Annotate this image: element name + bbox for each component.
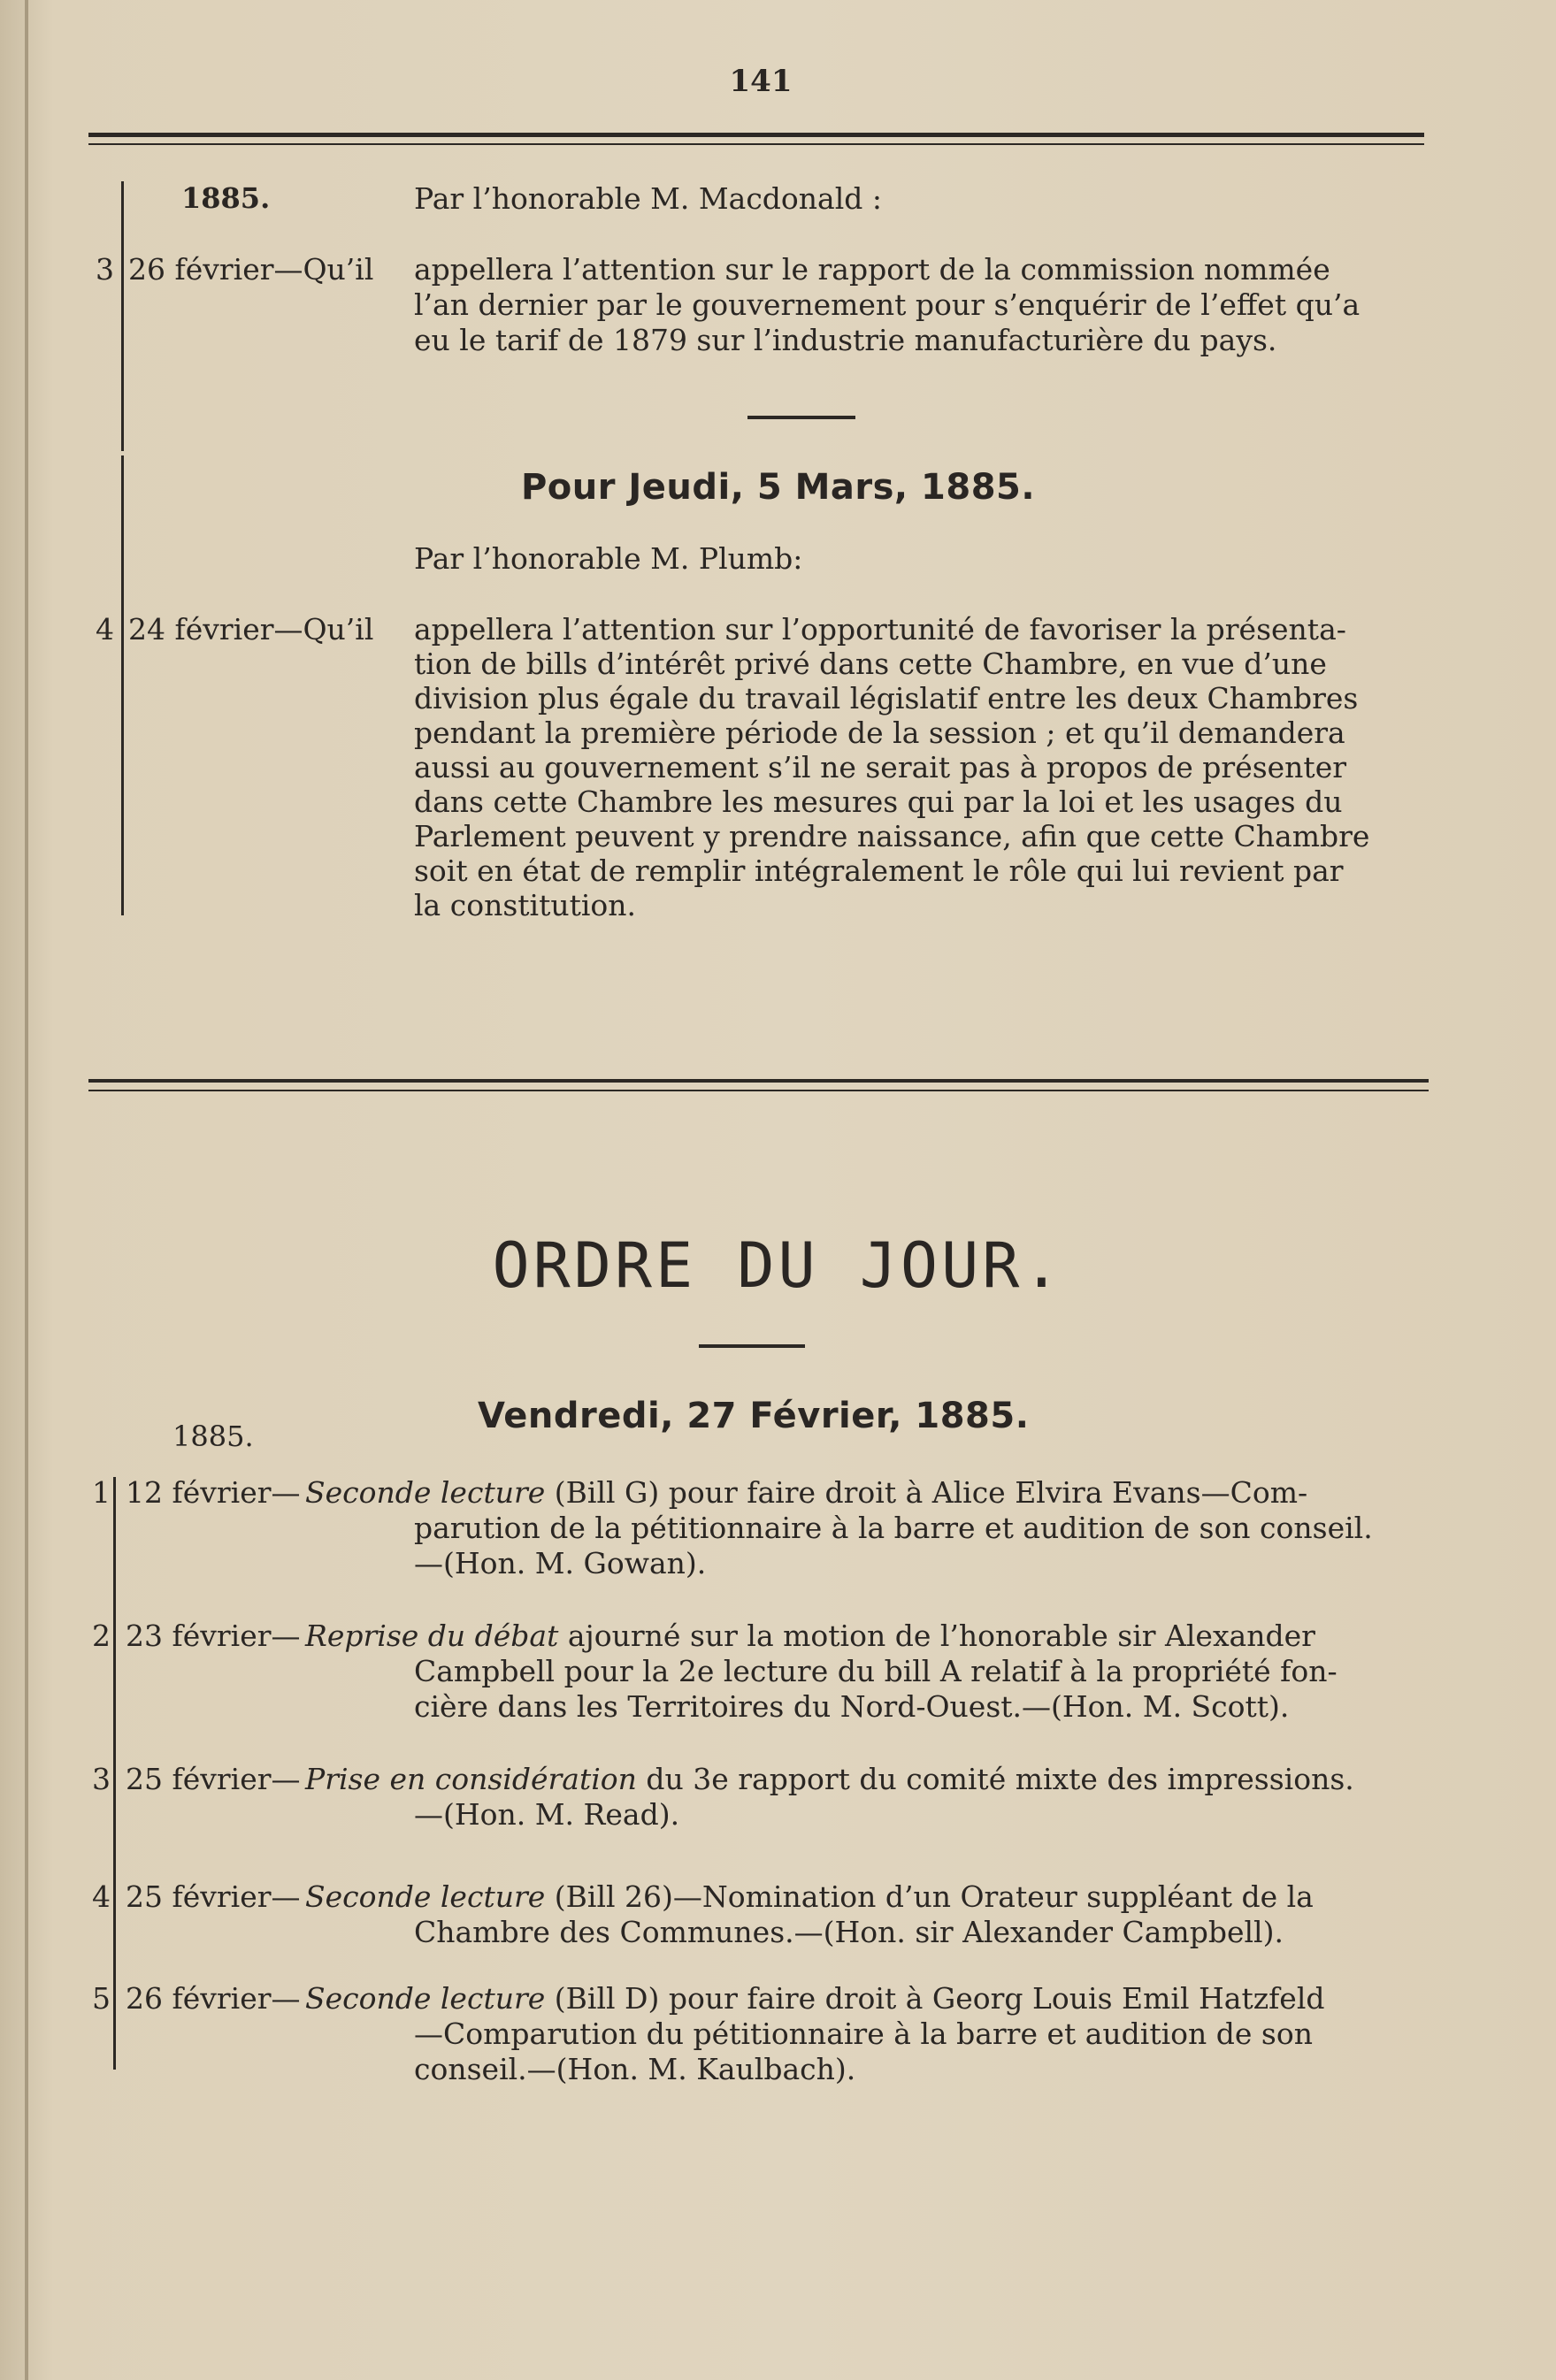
text-line: appellera l’attention sur le rapport de la commission nommée xyxy=(414,252,1330,287)
item-number: 4 xyxy=(96,612,114,647)
motion-type: Reprise du débat xyxy=(305,1619,559,1653)
text-line: Chambre des Communes.—(Hon. sir Alexander Campbell). xyxy=(414,1915,1284,1949)
ordre-title: ORDRE DU JOUR. xyxy=(492,1229,1064,1302)
item-number: 4 xyxy=(92,1879,111,1914)
margin-line xyxy=(121,181,124,451)
item-body xyxy=(305,1475,1437,1511)
item-number: 3 xyxy=(92,1762,111,1796)
item-number: 2 xyxy=(92,1619,111,1653)
item-continuation xyxy=(414,1654,1440,1725)
first-line xyxy=(305,1619,1437,1654)
text-line: aussi au gouvernement s’il ne serait pas à propos de présenter xyxy=(414,750,1347,784)
text-line: dans cette Chambre les mesures qui par la loi et les usages du xyxy=(414,784,1343,819)
separator-dash xyxy=(699,1344,805,1348)
ordre-heading: Vendredi, 27 Février, 1885. xyxy=(478,1396,1030,1436)
item-body xyxy=(305,1762,1437,1797)
text-line: Campbell pour la 2e lecture du bill A relatif à la propriété fon- xyxy=(414,1654,1338,1688)
year-label: 1885. xyxy=(172,1420,254,1453)
text-line: parution de la pétitionnaire à la barre et audition de son conseil. xyxy=(414,1511,1373,1545)
item-continuation xyxy=(414,2016,1440,2087)
page-spine-shadow xyxy=(25,0,28,2380)
separator-dash xyxy=(747,416,855,419)
first-line-rest: du 3e rapport du comité mixte des impressions. xyxy=(636,1762,1354,1796)
mid-rule-thick xyxy=(88,1079,1429,1083)
item-body xyxy=(414,252,1440,358)
item-body xyxy=(305,1619,1437,1654)
item-date: 26 février—Qu’il xyxy=(128,252,374,287)
text-line: tion de bills d’intérêt privé dans cette Chambre, en vue d’une xyxy=(414,647,1327,681)
mover-line: Par l’honorable M. Macdonald : xyxy=(414,181,883,216)
motion-type: Seconde lecture xyxy=(305,1981,546,2016)
first-line xyxy=(305,1981,1437,2016)
item-continuation xyxy=(414,1915,1440,1950)
first-line-rest: (Bill G) pour faire droit à Alice Elvira Evans—Com- xyxy=(545,1475,1308,1510)
first-line-rest: ajourné sur la motion de l’honorable sir Alexander xyxy=(558,1619,1315,1653)
page-number: 141 xyxy=(729,64,793,99)
text-line: eu le tarif de 1879 sur l’industrie manufacturière du pays. xyxy=(414,323,1277,357)
text-line: la constitution. xyxy=(414,888,637,922)
text-line: soit en état de remplir intégralement le rôle qui lui revient par xyxy=(414,853,1344,888)
item-date: 25 février— xyxy=(126,1762,301,1796)
item-continuation xyxy=(414,1797,1440,1833)
text-line: division plus égale du travail législatif entre les deux Chambres xyxy=(414,681,1359,716)
item-number: 1 xyxy=(92,1475,111,1510)
first-line xyxy=(305,1762,1437,1797)
margin-line xyxy=(121,455,124,915)
motion-type: Prise en considération xyxy=(305,1762,637,1796)
item-number: 5 xyxy=(92,1981,111,2016)
mid-rule-thin xyxy=(88,1090,1429,1091)
motion-type: Seconde lecture xyxy=(305,1879,546,1914)
item-body xyxy=(305,1981,1437,2016)
text-line: cière dans les Territoires du Nord-Ouest.—(Hon. M. Scott). xyxy=(414,1689,1290,1724)
first-line xyxy=(305,1879,1437,1915)
item-body xyxy=(305,1879,1437,1915)
text-line: conseil.—(Hon. M. Kaulbach). xyxy=(414,2052,856,2086)
item-date: 24 février—Qu’il xyxy=(128,612,374,647)
text-line: —(Hon. M. Gowan). xyxy=(414,1546,707,1580)
year-label: 1885. xyxy=(181,181,271,215)
item-number: 3 xyxy=(96,252,114,287)
margin-line xyxy=(113,1477,116,2070)
text-line: Parlement peuvent y prendre naissance, afin que cette Chambre xyxy=(414,819,1370,853)
top-rule-thin xyxy=(88,143,1424,145)
text-line: —(Hon. M. Read). xyxy=(414,1797,680,1832)
first-line-rest: (Bill D) pour faire droit à Georg Louis Emil Hatzfeld xyxy=(545,1981,1325,2016)
top-rule-thick xyxy=(88,133,1424,137)
text-line: —Comparution du pétitionnaire à la barre et audition de son xyxy=(414,2016,1313,2051)
text-line: l’an dernier par le gouvernement pour s’enquérir de l’effet qu’a xyxy=(414,287,1361,322)
item-date: 23 février— xyxy=(126,1619,301,1653)
text-line: appellera l’attention sur l’opportunité de favoriser la présenta- xyxy=(414,612,1346,647)
item-date: 26 février— xyxy=(126,1981,301,2016)
mover-line: Par l’honorable M. Plumb: xyxy=(414,541,803,576)
section-heading: Pour Jeudi, 5 Mars, 1885. xyxy=(520,467,1036,508)
item-date: 12 février— xyxy=(126,1475,301,1510)
item-continuation xyxy=(414,1511,1440,1581)
first-line-rest: (Bill 26)—Nomination d’un Orateur suppléant de la xyxy=(545,1879,1314,1914)
text-line: pendant la première période de la session ; et qu’il demandera xyxy=(414,716,1345,750)
first-line xyxy=(305,1475,1437,1511)
item-date: 25 février— xyxy=(126,1879,301,1914)
motion-type: Seconde lecture xyxy=(305,1475,546,1510)
item-body xyxy=(414,612,1440,922)
